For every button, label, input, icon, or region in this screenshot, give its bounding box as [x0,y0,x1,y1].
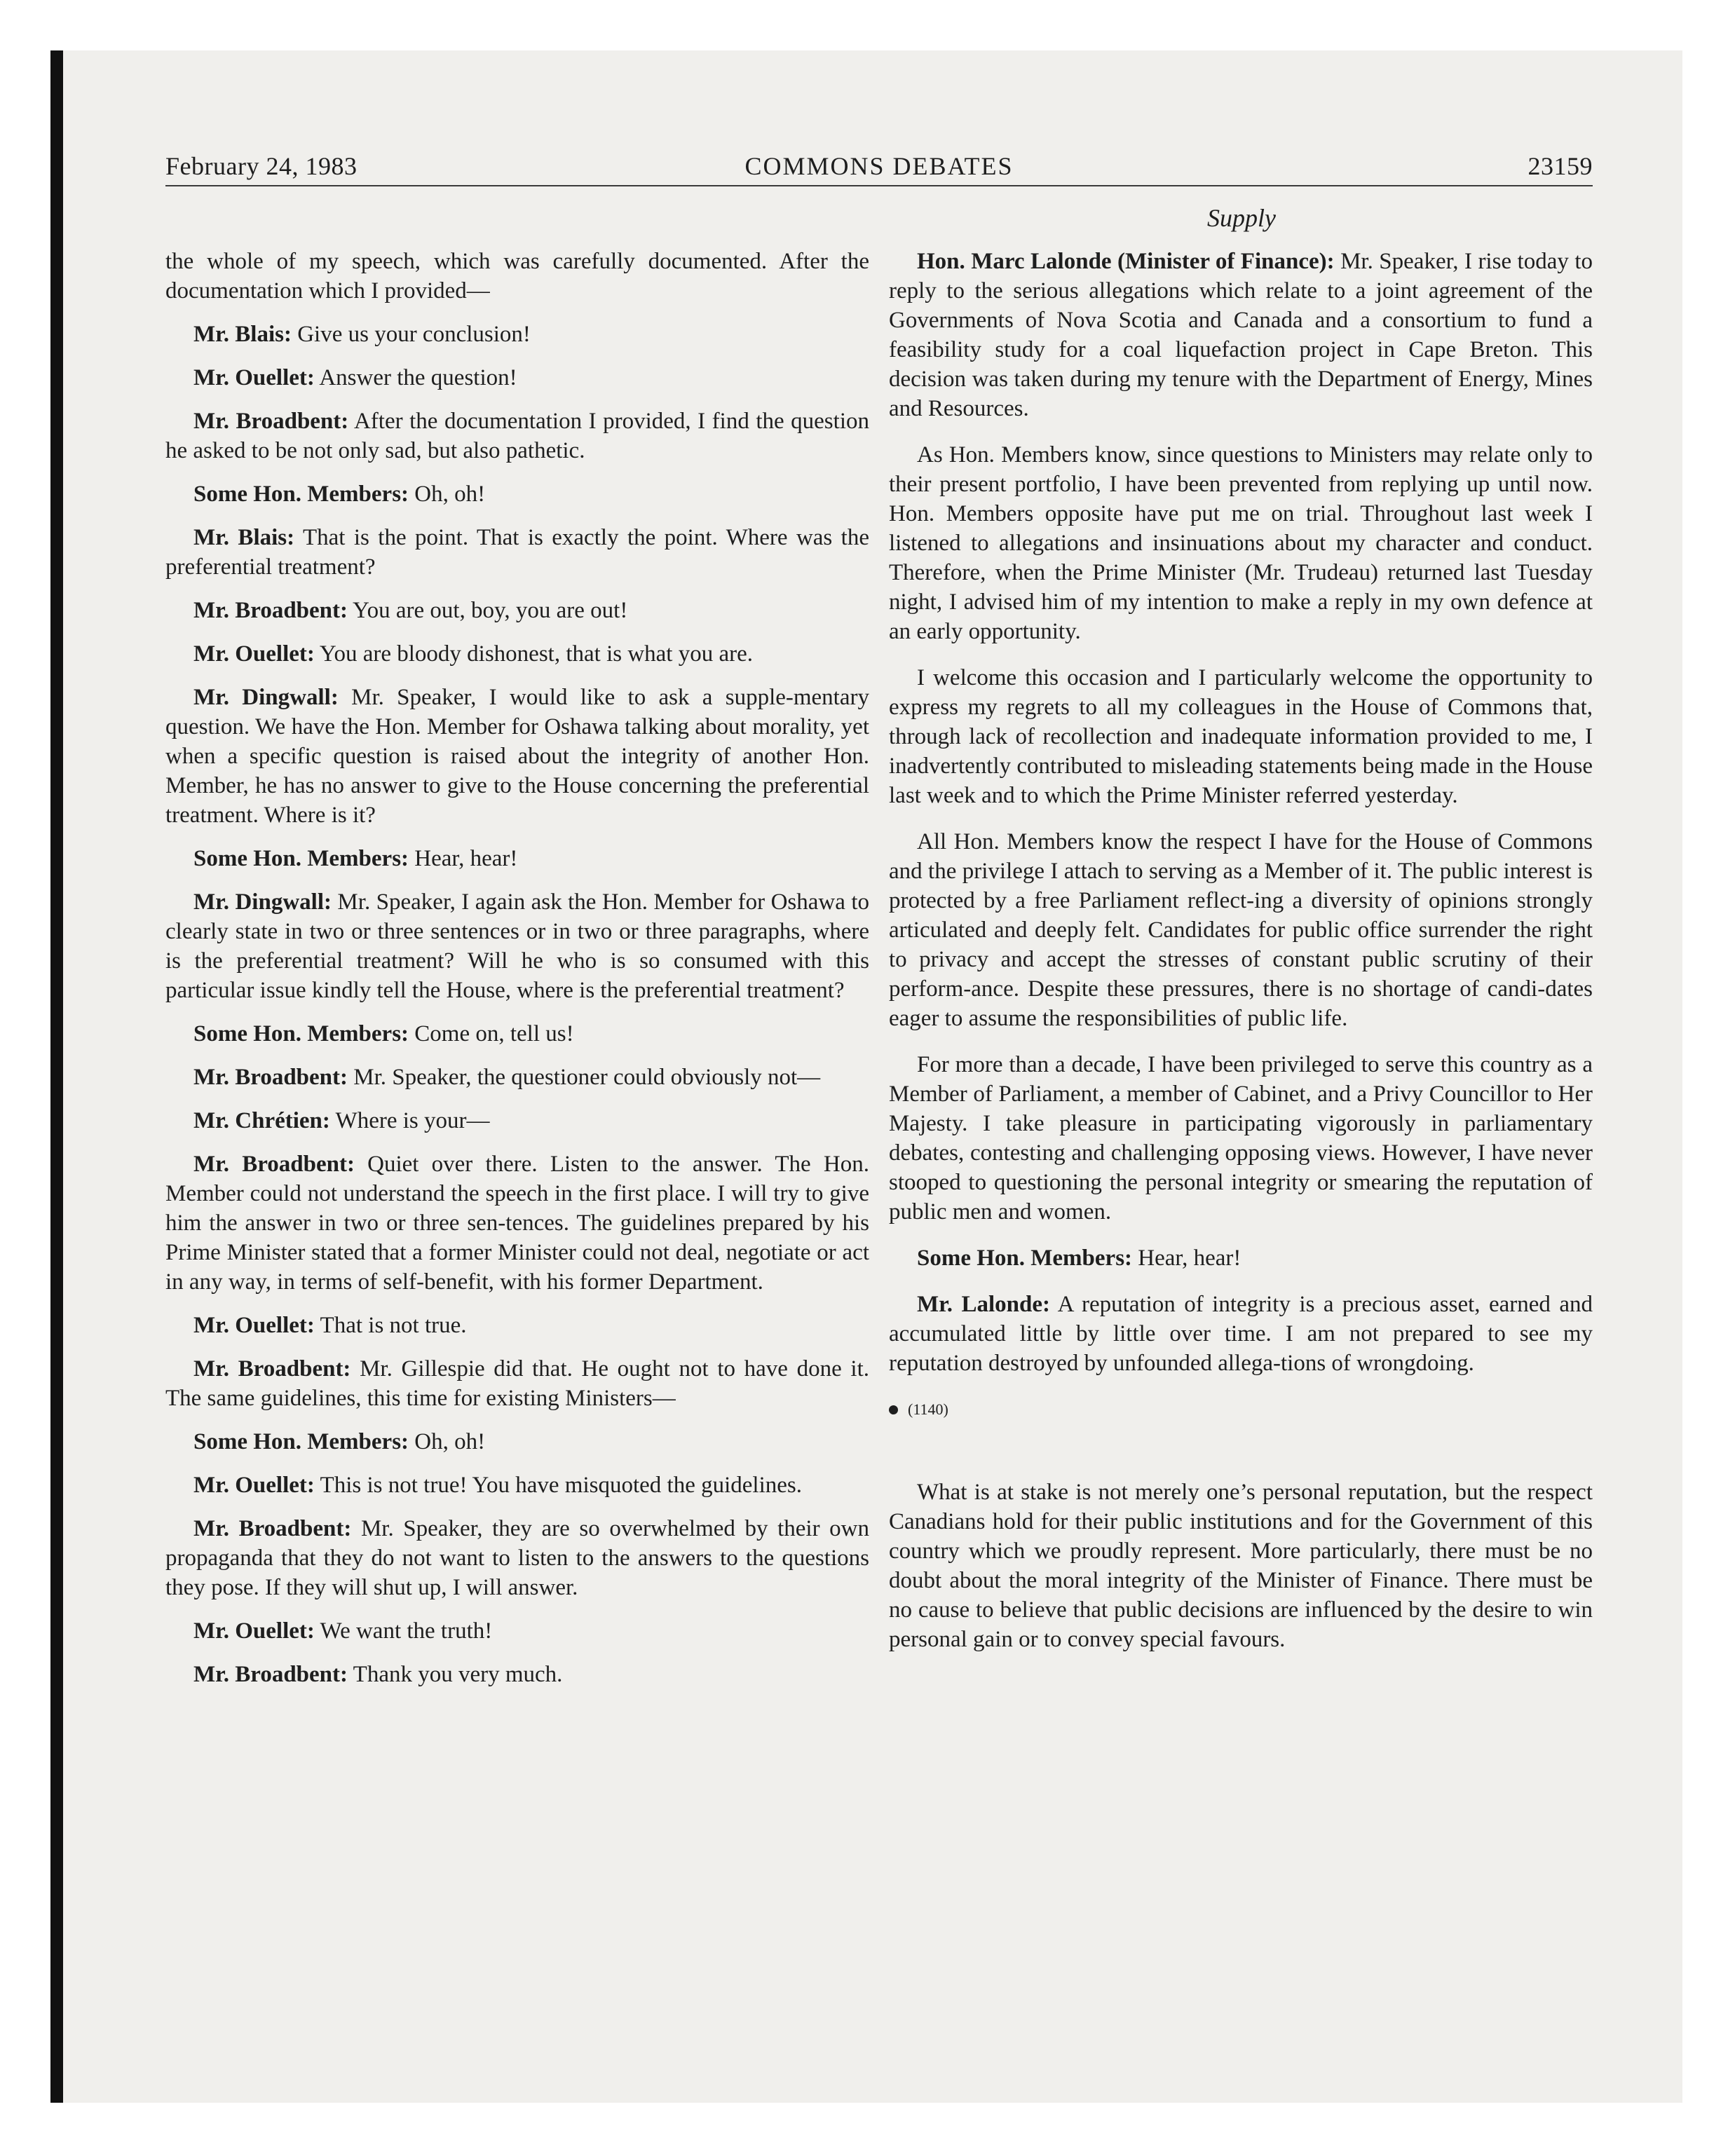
paragraph-text: What is at stake is not merely one’s personal reputation, but the respect Canadians hold for their public institutions and for the Government of this country which we proudly represent. More particularly, there must be no doubt about the moral integrity of the Minister of Finance. There must be no cause to believe that public decisions are influenced by the desire to win personal gain or to convey special favours. [889,1480,1593,1652]
speaker-name: Mr. Lalonde: [917,1292,1050,1317]
paragraph-text: Give us your conclusion! [291,322,531,347]
paragraph-text: Quiet over there. Listen to the answer. The Hon. Member could not understand the speech in the first place. I will try to give him the answer in two or three sen-tences. The guidelines prepared by his Prime Minister stated that a former Minister could not deal, negotiate or act in any way, in terms of self-benefit, with his former Department. [165,1152,869,1295]
debate-paragraph [165,1616,869,1646]
speaker-name: Mr. Broadbent: [193,1065,348,1090]
debate-paragraph [165,596,869,625]
paragraph-text: This is not true! You have misquoted the guidelines. [314,1473,803,1498]
debate-paragraph [889,440,1593,646]
speaker-name: Mr. Broadbent: [193,1356,351,1381]
debate-paragraph [889,1290,1593,1378]
debate-paragraph [165,844,869,873]
paragraph-text: Mr. Speaker, they are so overwhelmed by their own propaganda that they do not want to listen to the answers to the questions they pose. If they will shut up, I will answer. [165,1516,869,1600]
paragraph-text: the whole of my speech, which was carefully documented. After the documentation which I provided— [165,249,869,303]
speaker-name: Mr. Broadbent: [193,1516,352,1541]
paragraph-text: After the documentation I provided, I find the question he asked to be not only sad, but also pathetic. [165,409,869,463]
paragraph-text: I welcome this occasion and I particularly welcome the opportunity to express my regrets to all my colleagues in the House of Commons that, through lack of recollection and inadequate information provided to me, I inadvertently contributed to misleading statements being made in the House last week and to which the Prime Minister referred yesterday. [889,665,1593,808]
paragraph-text: Mr. Speaker, I again ask the Hon. Member for Oshawa to clearly state in two or three sentences or in two or three paragraphs, where is the preferential treatment? Will he who is so consumed with this particular issue kindly tell the House, where is the preferential treatment? [165,889,869,1003]
section-title: Supply [1207,204,1276,232]
debate-paragraph [165,1019,869,1049]
page-header [165,151,1593,188]
debate-paragraph [165,1471,869,1500]
speaker-name: Mr. Broadbent: [193,598,348,623]
debate-paragraph [165,639,869,669]
speaker-name: Mr. Ouellet: [193,1618,315,1644]
debate-paragraph [165,523,869,582]
speaker-name: Mr. Ouellet: [193,1313,315,1338]
paragraph-text: Mr. Gillespie did that. He ought not to have done it. The same guidelines, this time for existing Ministers— [165,1356,869,1411]
paragraph-text: All Hon. Members know the respect I have for the House of Commons and the privilege I attach to serving as a Member of it. The public interest is protected by a free Parliament reflect-ing a diversity of opinions strongly articulated and deeply felt. Candidates for public office surrender the right to privacy and accept the stresses of constant public scrutiny of their perform-ance. Despite these pressures, there is no shortage of candi-dates eager to assume the responsibilities of public life. [889,829,1593,1031]
speaker-name: Mr. Ouellet: [193,1473,315,1498]
paragraph-text: Oh, oh! [409,482,486,507]
debate-paragraph [889,1478,1593,1654]
header-title: COMMONS DEBATES [744,152,1014,180]
debate-paragraph [889,1050,1593,1227]
left-column [165,247,869,1703]
debate-paragraph [889,827,1593,1033]
header-page-number: 23159 [1528,152,1593,180]
speaker-name: Mr. Broadbent: [193,1152,355,1177]
time-marker [889,1395,1593,1424]
debate-paragraph [165,1149,869,1297]
speaker-name: Mr. Ouellet: [193,365,315,390]
paragraph-text: Where is your— [329,1108,490,1133]
debate-paragraph [165,1427,869,1456]
paragraph-text: Oh, oh! [409,1429,486,1454]
speaker-name: Some Hon. Members: [193,846,409,871]
paragraph-text: Hear, hear! [409,846,518,871]
paragraph-text: Mr. Speaker, I would like to ask a supple-mentary question. We have the Hon. Member for Oshawa talking about morality, yet when a specific question is raised about the integrity of another Hon. Member, he has no answer to give to the House concerning the preferential treatment. Where is it? [165,685,869,828]
speaker-name: Mr. Ouellet: [193,641,315,667]
paragraph-text: Mr. Speaker, the questioner could obviously not— [348,1065,821,1090]
debate-paragraph [165,320,869,349]
speaker-name: Some Hon. Members: [193,1429,409,1454]
time-marker-text: (1140) [908,1400,948,1418]
speaker-name: Mr. Broadbent: [193,1662,348,1687]
paragraph-text: We want the truth! [314,1618,493,1644]
paragraph-text: Come on, tell us! [409,1021,574,1046]
paragraph-text: You are out, boy, you are out! [348,598,628,623]
speaker-name: Mr. Broadbent: [193,409,349,434]
speaker-name: Mr. Chrétien: [193,1108,330,1133]
debate-paragraph [165,479,869,509]
speaker-name: Mr. Dingwall: [193,889,332,915]
debate-paragraph [165,683,869,830]
debate-paragraph [165,1660,869,1689]
paragraph-text: Mr. Speaker, I rise today to reply to the serious allegations which relate to a joint agreement of the Governments of Nova Scotia and Canada and a consortium to fund a feasibility study for a coal liquefaction project in Cape Breton. This decision was taken during my tenure with the Department of Energy, Mines and Resources. [889,249,1593,421]
binding-edge [50,50,63,2103]
debate-paragraph [165,1106,869,1135]
header-date: February 24, 1983 [165,152,358,180]
paragraph-text: That is not true. [314,1313,467,1338]
speaker-name: Mr. Blais: [193,525,295,550]
speaker-name: Some Hon. Members: [193,482,409,507]
paragraph-text: That is the point. That is exactly the point. Where was the preferential treatment? [165,525,870,580]
speaker-name: Hon. Marc Lalonde (Minister of Finance): [917,249,1335,274]
debate-paragraph [165,1311,869,1340]
speaker-name: Mr. Dingwall: [193,685,339,710]
speaker-name: Some Hon. Members: [193,1021,409,1046]
paragraph-text: As Hon. Members know, since questions to Ministers may relate only to their present portfolio, I have been prevented from replying up until now. Hon. Members opposite have put me on trial. Throughout last week I listened to allegations and insinuations about my character and conduct. Therefore, when the Prime Minister (Mr. Trudeau) returned last Tuesday night, I advised him of my intention to make a reply in my own defence at an early opportunity. [889,442,1593,644]
debate-paragraph [165,1063,869,1092]
speaker-name: Mr. Blais: [193,322,292,347]
paragraph-text: Thank you very much. [348,1662,563,1687]
paragraph-text: Hear, hear! [1132,1246,1241,1271]
debate-paragraph [889,247,1593,423]
header-rule [165,185,1593,186]
debate-paragraph [165,1514,869,1602]
paragraph-text: Answer the question! [314,365,517,390]
paragraph-text: You are bloody dishonest, that is what you are. [314,641,754,667]
debate-paragraph [889,1243,1593,1273]
bullet-icon [889,1405,898,1414]
speaker-name: Some Hon. Members: [917,1246,1133,1271]
debate-paragraph [165,1354,869,1413]
right-column [889,247,1593,1671]
paragraph-text: A reputation of integrity is a precious asset, earned and accumulated little by little over time. I am not prepared to see my reputation destroyed by unfounded allega-tions of wrongdoing. [889,1292,1593,1376]
debate-paragraph [165,887,869,1005]
debate-paragraph [165,363,869,393]
debate-paragraph [889,663,1593,810]
debate-paragraph [165,247,869,306]
paragraph-text: For more than a decade, I have been privileged to serve this country as a Member of Parliament, a member of Cabinet, and a Privy Councillor to Her Majesty. I take pleasure in participating vigorously in parliamentary debates, contesting and challenging opposing views. However, I have never stooped to questioning the personal integrity or smearing the reputation of public men and women. [889,1052,1593,1224]
debate-paragraph [165,407,869,465]
